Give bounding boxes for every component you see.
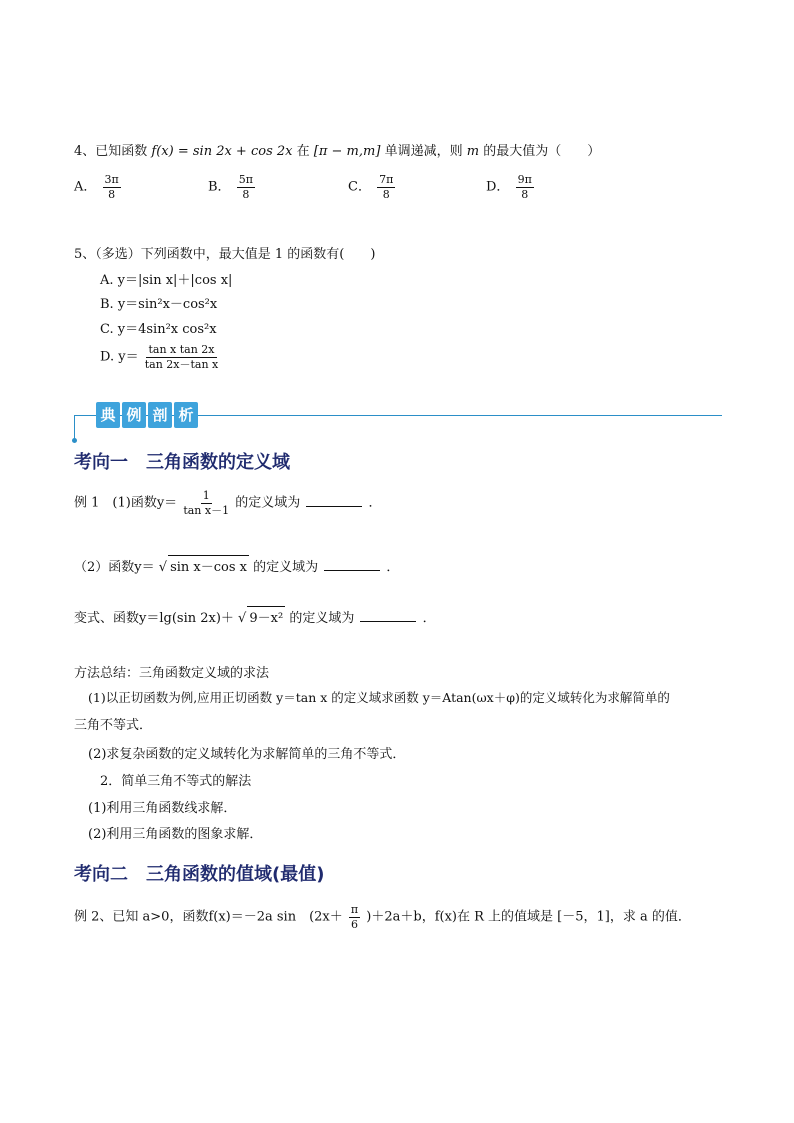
q4-option-b-frac: $\frac{5\pi}{8}$: [238, 173, 253, 201]
q4-option-a: A． $\frac{3\pi}{8}$: [74, 173, 119, 201]
banner-char-2: 例: [122, 402, 146, 428]
summary-title: 方法总结：三角函数定义域的求法: [74, 666, 270, 681]
summary-line-5: (1)利用三角函数线求解．: [88, 801, 237, 816]
variant-root: 9－x²: [247, 606, 285, 626]
banner-char-3: 剖: [148, 402, 172, 428]
q4-suffix: 单调递减，则: [384, 144, 463, 159]
banner-char-4: 析: [174, 402, 198, 428]
section2-title: 考向二 三角函数的值域(最值): [74, 864, 325, 885]
section1-title: 考向一 三角函数的定义域: [74, 452, 290, 473]
summary-line-6: (2)利用三角函数的图象求解．: [88, 827, 263, 842]
q4-option-b: B． $\frac{5\pi}{8}$: [208, 173, 253, 201]
answer-blank-1[interactable]: [306, 494, 362, 507]
answer-blank-3[interactable]: [360, 609, 416, 622]
summary-line-4: 2．简单三角不等式的解法: [100, 774, 252, 789]
q4-option-d: D． $\frac{9\pi}{8}$: [486, 173, 532, 201]
q4-mid: 在: [296, 144, 310, 159]
summary-line-2: 三角不等式．: [74, 718, 153, 733]
q4-option-d-frac: $\frac{9\pi}{8}$: [517, 173, 532, 201]
q4-option-a-frac: $\frac{3\pi}{8}$: [104, 173, 119, 201]
q5-option-a: A. y＝|sin x|＋|cos x|: [100, 273, 233, 288]
banner-dot: [72, 438, 77, 443]
example1-frac: $\frac{1}{\text{tan x－1}}$: [183, 489, 230, 517]
q4-stem: [74, 140, 600, 159]
q5-option-d: D. y＝ $\frac{\text{tan x tan 2x}}{\text{tan 2x－tan x}}$: [100, 343, 219, 371]
q5-option-c: C. y＝4sin²x cos²x: [100, 322, 217, 337]
banner-char-1: 典: [96, 402, 120, 428]
example2-frac: $\frac{\pi}{6}$: [350, 903, 359, 931]
summary-line-3: (2)求复杂函数的定义域转化为求解简单的三角不等式．: [88, 747, 406, 762]
variant-question: 变式、函数y＝lg(sin 2x)＋ √ 9－x² 的定义域为 ．: [74, 606, 436, 626]
q5-stem: 5、（多选）下列函数中，最大值是 1 的函数有( ): [74, 247, 376, 262]
q5-option-d-frac: $\frac{\text{tan x tan 2x}}{\text{tan 2x－tan x}}$: [144, 343, 219, 371]
q4-prefix: 4、已知函数: [74, 144, 148, 159]
example1-part2: （2）函数y＝ √ sin x－cos x 的定义域为 ．: [74, 555, 399, 575]
example2: 例 2、已知 a>0，函数f(x)＝－2a sin (2x＋ $\frac{\pi}{6}$ )＋2a＋b，f(x)在 R 上的值域是 [－5，1]，求 a 的值．: [74, 903, 691, 931]
q4-interval: [π − m,m]: [313, 144, 381, 159]
summary-line-1: (1)以正切函数为例,应用正切函数 y＝tan x 的定义域求函数 y＝Atan(ωx＋φ)的定义域转化为求解简单的: [88, 690, 670, 705]
q4-function: f(x) = sin 2x + cos 2x: [151, 144, 293, 159]
q4-option-c-frac: $\frac{7\pi}{8}$: [379, 173, 394, 201]
q4-option-c: C． $\frac{7\pi}{8}$: [348, 173, 394, 201]
example1b-root: sin x－cos x: [168, 555, 249, 575]
section-banner: [96, 402, 198, 428]
banner-vertical-line: [74, 415, 75, 439]
q5-option-b: B. y＝sin²x－cos²x: [100, 297, 218, 312]
q4-end: 的最大值为（ ）: [483, 144, 601, 159]
answer-blank-2[interactable]: [324, 558, 380, 571]
q4-var: m: [466, 144, 480, 159]
example1-part1: 例 1 (1)函数y＝ $\frac{1}{\text{tan x－1}}$ 的定义域为 ．: [74, 489, 382, 517]
